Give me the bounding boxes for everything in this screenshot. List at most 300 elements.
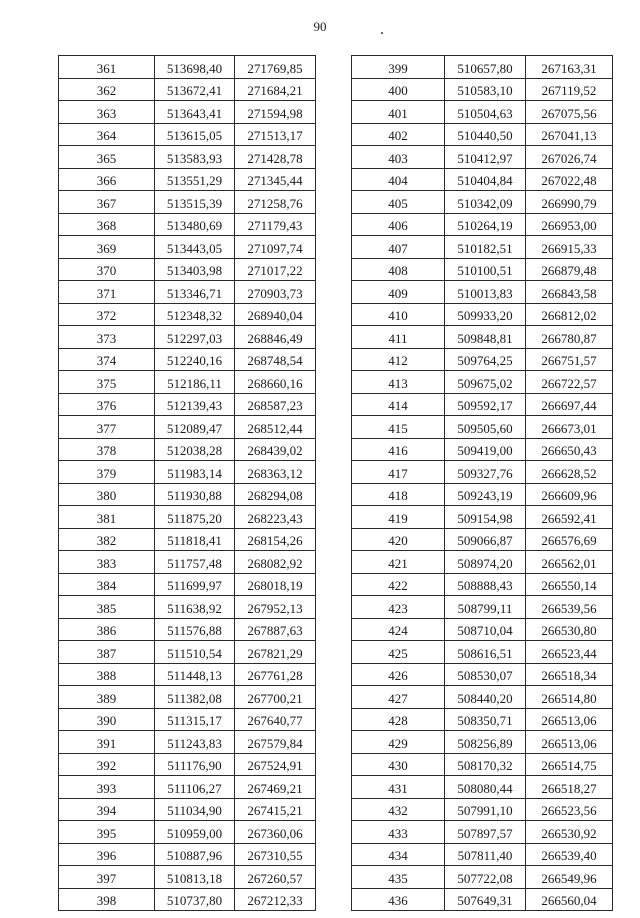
x-coordinate-cell: 511243,83 [155, 731, 235, 754]
point-number-cell: 369 [59, 236, 155, 259]
point-number-cell: 382 [59, 528, 155, 551]
y-coordinate-cell: 268587,23 [235, 393, 316, 416]
point-number-cell: 405 [352, 191, 445, 214]
x-coordinate-cell: 513672,41 [155, 78, 235, 101]
y-coordinate-cell: 266530,80 [526, 618, 613, 641]
point-number-cell: 429 [352, 731, 445, 754]
table-row [59, 371, 316, 394]
x-coordinate-cell: 510887,96 [155, 843, 235, 866]
x-coordinate-cell: 507722,08 [445, 866, 526, 889]
x-coordinate-cell: 510737,80 [155, 888, 235, 911]
table-row [352, 416, 613, 439]
x-coordinate-cell: 509154,98 [445, 506, 526, 529]
x-coordinate-cell: 513515,39 [155, 191, 235, 214]
y-coordinate-cell: 268940,04 [235, 303, 316, 326]
y-coordinate-cell: 271179,43 [235, 213, 316, 236]
point-number-cell: 418 [352, 483, 445, 506]
point-number-cell: 372 [59, 303, 155, 326]
table-row [352, 888, 613, 911]
point-number-cell: 422 [352, 573, 445, 596]
y-coordinate-cell: 268223,43 [235, 506, 316, 529]
y-coordinate-cell: 268846,49 [235, 326, 316, 349]
table-row [352, 123, 613, 146]
y-coordinate-cell: 266650,43 [526, 438, 613, 461]
x-coordinate-cell: 510100,51 [445, 258, 526, 281]
table-row [352, 101, 613, 124]
y-coordinate-cell: 267700,21 [235, 686, 316, 709]
table-row [352, 776, 613, 799]
point-number-cell: 386 [59, 618, 155, 641]
point-number-cell: 413 [352, 371, 445, 394]
table-row [59, 506, 316, 529]
y-coordinate-cell: 271097,74 [235, 236, 316, 259]
table-row [59, 438, 316, 461]
table-row [352, 573, 613, 596]
point-number-cell: 380 [59, 483, 155, 506]
table-row [59, 776, 316, 799]
y-coordinate-cell: 267415,21 [235, 798, 316, 821]
x-coordinate-cell: 512240,16 [155, 348, 235, 371]
table-row [59, 191, 316, 214]
point-number-cell: 424 [352, 618, 445, 641]
y-coordinate-cell: 266518,34 [526, 663, 613, 686]
point-number-cell: 419 [352, 506, 445, 529]
point-number-cell: 433 [352, 821, 445, 844]
table-row [59, 168, 316, 191]
y-coordinate-cell: 267579,84 [235, 731, 316, 754]
point-number-cell: 373 [59, 326, 155, 349]
table-row [352, 731, 613, 754]
point-number-cell: 427 [352, 686, 445, 709]
table-row [59, 663, 316, 686]
x-coordinate-cell: 510440,50 [445, 123, 526, 146]
point-number-cell: 423 [352, 596, 445, 619]
table-row [352, 596, 613, 619]
x-coordinate-cell: 512348,32 [155, 303, 235, 326]
y-coordinate-cell: 271684,21 [235, 78, 316, 101]
y-coordinate-cell: 267360,06 [235, 821, 316, 844]
table-row [352, 326, 613, 349]
point-number-cell: 371 [59, 281, 155, 304]
table-row [352, 303, 613, 326]
point-number-cell: 392 [59, 753, 155, 776]
x-coordinate-cell: 513698,40 [155, 56, 235, 79]
x-coordinate-cell: 507991,10 [445, 798, 526, 821]
point-number-cell: 401 [352, 101, 445, 124]
coordinate-table-right [351, 55, 613, 911]
y-coordinate-cell: 271258,76 [235, 191, 316, 214]
table-row [59, 821, 316, 844]
y-coordinate-cell: 266539,56 [526, 596, 613, 619]
x-coordinate-cell: 510404,84 [445, 168, 526, 191]
point-number-cell: 436 [352, 888, 445, 911]
table-row [59, 483, 316, 506]
point-number-cell: 391 [59, 731, 155, 754]
table-row [59, 528, 316, 551]
y-coordinate-cell: 271345,44 [235, 168, 316, 191]
x-coordinate-cell: 508530,07 [445, 663, 526, 686]
point-number-cell: 407 [352, 236, 445, 259]
table-row [59, 866, 316, 889]
point-number-cell: 412 [352, 348, 445, 371]
y-coordinate-cell: 266513,06 [526, 731, 613, 754]
x-coordinate-cell: 510959,00 [155, 821, 235, 844]
point-number-cell: 379 [59, 461, 155, 484]
x-coordinate-cell: 512139,43 [155, 393, 235, 416]
point-number-cell: 374 [59, 348, 155, 371]
table-row [352, 798, 613, 821]
scan-speck [381, 32, 383, 34]
x-coordinate-cell: 513583,93 [155, 146, 235, 169]
y-coordinate-cell: 266514,75 [526, 753, 613, 776]
y-coordinate-cell: 267075,56 [526, 101, 613, 124]
y-coordinate-cell: 266953,00 [526, 213, 613, 236]
x-coordinate-cell: 510583,10 [445, 78, 526, 101]
table-row [59, 686, 316, 709]
point-number-cell: 432 [352, 798, 445, 821]
table-row [59, 393, 316, 416]
point-number-cell: 404 [352, 168, 445, 191]
x-coordinate-cell: 510264,19 [445, 213, 526, 236]
point-number-cell: 383 [59, 551, 155, 574]
point-number-cell: 365 [59, 146, 155, 169]
y-coordinate-cell: 266523,44 [526, 641, 613, 664]
table-row [59, 708, 316, 731]
table-row [352, 551, 613, 574]
y-coordinate-cell: 267887,63 [235, 618, 316, 641]
y-coordinate-cell: 268512,44 [235, 416, 316, 439]
x-coordinate-cell: 511818,41 [155, 528, 235, 551]
y-coordinate-cell: 266990,79 [526, 191, 613, 214]
point-number-cell: 393 [59, 776, 155, 799]
table-row [352, 236, 613, 259]
x-coordinate-cell: 511176,90 [155, 753, 235, 776]
table-row [59, 798, 316, 821]
point-number-cell: 376 [59, 393, 155, 416]
y-coordinate-cell: 271428,78 [235, 146, 316, 169]
x-coordinate-cell: 509675,02 [445, 371, 526, 394]
x-coordinate-cell: 511699,97 [155, 573, 235, 596]
x-coordinate-cell: 509327,76 [445, 461, 526, 484]
point-number-cell: 409 [352, 281, 445, 304]
x-coordinate-cell: 512038,28 [155, 438, 235, 461]
y-coordinate-cell: 266609,96 [526, 483, 613, 506]
x-coordinate-cell: 513551,29 [155, 168, 235, 191]
x-coordinate-cell: 510342,09 [445, 191, 526, 214]
point-number-cell: 420 [352, 528, 445, 551]
y-coordinate-cell: 266812,02 [526, 303, 613, 326]
x-coordinate-cell: 512089,47 [155, 416, 235, 439]
y-coordinate-cell: 271594,98 [235, 101, 316, 124]
y-coordinate-cell: 271017,22 [235, 258, 316, 281]
y-coordinate-cell: 266523,56 [526, 798, 613, 821]
point-number-cell: 388 [59, 663, 155, 686]
y-coordinate-cell: 267952,13 [235, 596, 316, 619]
x-coordinate-cell: 512297,03 [155, 326, 235, 349]
table-row [59, 303, 316, 326]
y-coordinate-cell: 266539,40 [526, 843, 613, 866]
table-row [352, 348, 613, 371]
table-row [352, 438, 613, 461]
y-coordinate-cell: 266518,27 [526, 776, 613, 799]
y-coordinate-cell: 268082,92 [235, 551, 316, 574]
table-row [352, 56, 613, 79]
y-coordinate-cell: 266751,57 [526, 348, 613, 371]
point-number-cell: 367 [59, 191, 155, 214]
point-number-cell: 381 [59, 506, 155, 529]
y-coordinate-cell: 266576,69 [526, 528, 613, 551]
x-coordinate-cell: 508799,11 [445, 596, 526, 619]
x-coordinate-cell: 510412,97 [445, 146, 526, 169]
point-number-cell: 431 [352, 776, 445, 799]
table-row [59, 641, 316, 664]
y-coordinate-cell: 266843,58 [526, 281, 613, 304]
table-row [352, 528, 613, 551]
point-number-cell: 368 [59, 213, 155, 236]
x-coordinate-cell: 508710,04 [445, 618, 526, 641]
y-coordinate-cell: 267761,28 [235, 663, 316, 686]
x-coordinate-cell: 511034,90 [155, 798, 235, 821]
y-coordinate-cell: 266722,57 [526, 371, 613, 394]
x-coordinate-cell: 511638,92 [155, 596, 235, 619]
point-number-cell: 398 [59, 888, 155, 911]
point-number-cell: 366 [59, 168, 155, 191]
table-row [59, 416, 316, 439]
point-number-cell: 417 [352, 461, 445, 484]
y-coordinate-cell: 266697,44 [526, 393, 613, 416]
y-coordinate-cell: 267640,77 [235, 708, 316, 731]
point-number-cell: 375 [59, 371, 155, 394]
table-row [352, 866, 613, 889]
x-coordinate-cell: 507897,57 [445, 821, 526, 844]
table-row [352, 258, 613, 281]
x-coordinate-cell: 508440,20 [445, 686, 526, 709]
y-coordinate-cell: 270903,73 [235, 281, 316, 304]
x-coordinate-cell: 513443,05 [155, 236, 235, 259]
y-coordinate-cell: 266592,41 [526, 506, 613, 529]
y-coordinate-cell: 267821,29 [235, 641, 316, 664]
x-coordinate-cell: 511382,08 [155, 686, 235, 709]
table-row [59, 326, 316, 349]
y-coordinate-cell: 266549,96 [526, 866, 613, 889]
point-number-cell: 384 [59, 573, 155, 596]
y-coordinate-cell: 266915,33 [526, 236, 613, 259]
table-row [59, 551, 316, 574]
x-coordinate-cell: 507811,40 [445, 843, 526, 866]
x-coordinate-cell: 511448,13 [155, 663, 235, 686]
point-number-cell: 426 [352, 663, 445, 686]
x-coordinate-cell: 508974,20 [445, 551, 526, 574]
table-row [352, 191, 613, 214]
y-coordinate-cell: 268748,54 [235, 348, 316, 371]
x-coordinate-cell: 511315,17 [155, 708, 235, 731]
y-coordinate-cell: 268363,12 [235, 461, 316, 484]
table-row [59, 348, 316, 371]
point-number-cell: 415 [352, 416, 445, 439]
table-row [59, 101, 316, 124]
y-coordinate-cell: 267041,13 [526, 123, 613, 146]
point-number-cell: 364 [59, 123, 155, 146]
table-row [59, 213, 316, 236]
table-row [352, 663, 613, 686]
x-coordinate-cell: 507649,31 [445, 888, 526, 911]
point-number-cell: 425 [352, 641, 445, 664]
x-coordinate-cell: 510013,83 [445, 281, 526, 304]
point-number-cell: 389 [59, 686, 155, 709]
x-coordinate-cell: 509505,60 [445, 416, 526, 439]
table-row [352, 821, 613, 844]
x-coordinate-cell: 509243,19 [445, 483, 526, 506]
y-coordinate-cell: 268294,08 [235, 483, 316, 506]
x-coordinate-cell: 508256,89 [445, 731, 526, 754]
x-coordinate-cell: 513403,98 [155, 258, 235, 281]
table-row [352, 371, 613, 394]
table-row [59, 596, 316, 619]
y-coordinate-cell: 267163,31 [526, 56, 613, 79]
point-number-cell: 395 [59, 821, 155, 844]
y-coordinate-cell: 267119,52 [526, 78, 613, 101]
table-row [59, 753, 316, 776]
x-coordinate-cell: 510182,51 [445, 236, 526, 259]
x-coordinate-cell: 511510,54 [155, 641, 235, 664]
point-number-cell: 385 [59, 596, 155, 619]
x-coordinate-cell: 508080,44 [445, 776, 526, 799]
x-coordinate-cell: 511875,20 [155, 506, 235, 529]
y-coordinate-cell: 267022,48 [526, 168, 613, 191]
x-coordinate-cell: 510504,63 [445, 101, 526, 124]
y-coordinate-cell: 266628,52 [526, 461, 613, 484]
y-coordinate-cell: 266560,04 [526, 888, 613, 911]
x-coordinate-cell: 510657,80 [445, 56, 526, 79]
table-row [352, 641, 613, 664]
table-row [352, 708, 613, 731]
y-coordinate-cell: 268154,26 [235, 528, 316, 551]
x-coordinate-cell: 511930,88 [155, 483, 235, 506]
y-coordinate-cell: 266514,80 [526, 686, 613, 709]
x-coordinate-cell: 510813,18 [155, 866, 235, 889]
x-coordinate-cell: 509419,00 [445, 438, 526, 461]
point-number-cell: 434 [352, 843, 445, 866]
x-coordinate-cell: 511576,88 [155, 618, 235, 641]
point-number-cell: 370 [59, 258, 155, 281]
x-coordinate-cell: 513346,71 [155, 281, 235, 304]
point-number-cell: 362 [59, 78, 155, 101]
point-number-cell: 408 [352, 258, 445, 281]
x-coordinate-cell: 513480,69 [155, 213, 235, 236]
y-coordinate-cell: 267026,74 [526, 146, 613, 169]
x-coordinate-cell: 511757,48 [155, 551, 235, 574]
y-coordinate-cell: 266513,06 [526, 708, 613, 731]
point-number-cell: 411 [352, 326, 445, 349]
table-row [59, 618, 316, 641]
point-number-cell: 421 [352, 551, 445, 574]
point-number-cell: 410 [352, 303, 445, 326]
point-number-cell: 397 [59, 866, 155, 889]
table-row [352, 168, 613, 191]
table-row [352, 753, 613, 776]
point-number-cell: 399 [352, 56, 445, 79]
point-number-cell: 435 [352, 866, 445, 889]
y-coordinate-cell: 267469,21 [235, 776, 316, 799]
table-row [59, 236, 316, 259]
point-number-cell: 363 [59, 101, 155, 124]
x-coordinate-cell: 512186,11 [155, 371, 235, 394]
y-coordinate-cell: 266562,01 [526, 551, 613, 574]
point-number-cell: 377 [59, 416, 155, 439]
point-number-cell: 400 [352, 78, 445, 101]
y-coordinate-cell: 267310,55 [235, 843, 316, 866]
x-coordinate-cell: 511983,14 [155, 461, 235, 484]
x-coordinate-cell: 513643,41 [155, 101, 235, 124]
x-coordinate-cell: 511106,27 [155, 776, 235, 799]
table-row [352, 146, 613, 169]
point-number-cell: 394 [59, 798, 155, 821]
table-row [59, 888, 316, 911]
y-coordinate-cell: 268660,16 [235, 371, 316, 394]
point-number-cell: 378 [59, 438, 155, 461]
y-coordinate-cell: 266879,48 [526, 258, 613, 281]
y-coordinate-cell: 271769,85 [235, 56, 316, 79]
table-row [59, 78, 316, 101]
y-coordinate-cell: 266530,92 [526, 821, 613, 844]
y-coordinate-cell: 266550,14 [526, 573, 613, 596]
coordinate-table-left [58, 55, 316, 911]
table-row [59, 56, 316, 79]
page-number: 90 [313, 19, 327, 34]
point-number-cell: 430 [352, 753, 445, 776]
x-coordinate-cell: 508888,43 [445, 573, 526, 596]
table-row [352, 281, 613, 304]
x-coordinate-cell: 508616,51 [445, 641, 526, 664]
table-row [352, 461, 613, 484]
x-coordinate-cell: 508170,32 [445, 753, 526, 776]
y-coordinate-cell: 268439,02 [235, 438, 316, 461]
point-number-cell: 428 [352, 708, 445, 731]
table-row [352, 78, 613, 101]
point-number-cell: 403 [352, 146, 445, 169]
point-number-cell: 414 [352, 393, 445, 416]
y-coordinate-cell: 266673,01 [526, 416, 613, 439]
y-coordinate-cell: 271513,17 [235, 123, 316, 146]
table-row [352, 506, 613, 529]
y-coordinate-cell: 266780,87 [526, 326, 613, 349]
table-row [59, 281, 316, 304]
table-row [59, 573, 316, 596]
x-coordinate-cell: 508350,71 [445, 708, 526, 731]
table-row [352, 686, 613, 709]
table-row [59, 123, 316, 146]
point-number-cell: 390 [59, 708, 155, 731]
table-row [352, 843, 613, 866]
point-number-cell: 402 [352, 123, 445, 146]
table-row [59, 843, 316, 866]
table-row [59, 461, 316, 484]
point-number-cell: 416 [352, 438, 445, 461]
y-coordinate-cell: 267524,91 [235, 753, 316, 776]
x-coordinate-cell: 509848,81 [445, 326, 526, 349]
table-row [59, 146, 316, 169]
table-row [352, 393, 613, 416]
point-number-cell: 406 [352, 213, 445, 236]
table-row [352, 618, 613, 641]
point-number-cell: 396 [59, 843, 155, 866]
table-row [352, 483, 613, 506]
x-coordinate-cell: 509066,87 [445, 528, 526, 551]
y-coordinate-cell: 268018,19 [235, 573, 316, 596]
table-row [59, 731, 316, 754]
point-number-cell: 387 [59, 641, 155, 664]
x-coordinate-cell: 509592,17 [445, 393, 526, 416]
